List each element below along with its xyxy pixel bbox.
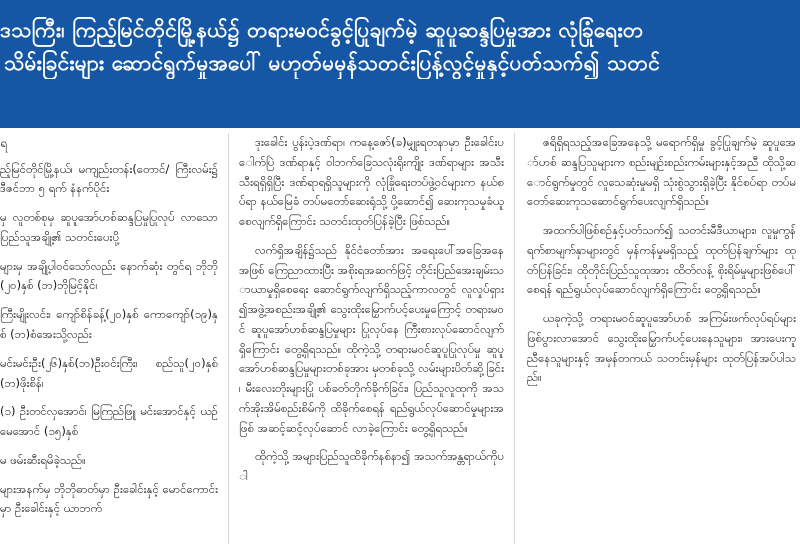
paragraph: ည့်မြင်တိုင်မြို့နယ်၊ မကျည်းတန်း(တောင်/ ကြီးလမ်း၌ ဒီဇင်ဘာ ၅ ရက် နံနက်ပိုင်း — [0, 161, 218, 196]
article-column-2 — [228, 133, 514, 550]
paragraph: ကြီးမျိုးလင်း၊ ကျော်စိန်ခန့်(၂၀)နှစ် ကောကျော်(၁၉)နှစ် (ဘ)စံအေးသို့လည်း — [0, 307, 218, 341]
paragraph: များမှ အချို့ပါဝင်သော်လည်း နောက်ဆုံး တွင်ရ ဘိုဘို(၂၀)နှစ် (ဘ)ဘိုမြင့်နိုင်၊ — [0, 258, 218, 293]
article-column-3 — [514, 133, 800, 550]
article-column-1 — [0, 133, 228, 550]
column-1-marker: ရ — [0, 136, 7, 150]
paragraph: (၁) ဦးတင်လှအောင်၊ မြကြည်ဖြူ မင်းအောင်နှင့် ယဉ်မေအောင် (၁၅)နှစ် — [0, 404, 218, 439]
paragraph: ဒုးခေါင်း ပွန်းပဲ့ဒဏ်ရာ၊ ကနေ့ဇော်(ခ)မျှုးရတနာမှာ ဦးခေါင်းပေါက်ပြဲ ဒဏ်ရာနှင့် ၀ါဘက်ခြေသလုံးရိုးကျိုး ဒဏ်ရာများ အသီးသီးရရှိရှိပြီး ဒဏ်ရာရရှိသူများကို လုံခြုံရေးတပ်ဖွဲ့ဝင်များက နယ်စပ်ရာ နယ်မြေခံ တပ်မတော်ဆေးရုံသို့ ပို့ဆောင်၍ ဆေးကုသမှုခံယူစေလျက်ရှိကြောင်း သတင်းထုတ်ပြန်ခဲ့ပြီး ဖြစ်သည်။ — [239, 135, 504, 229]
paragraph: လက်ရှိအချိန်၌သည် နိုင်ငံတော်အား အရေးပေါ်အခြေအနေအဖြစ် ကြေညာထားပြီး အစိုးရအဆက်ဖြင့် တိုင်းပြည်အေးချမ်းသာယာမှုရှိစေရေး ဆောင်ရွက်လျက်ရှိသည့်ကာလတွင် လူလှုပ်ရှား၍အဖွဲ့အစည်းအချို့၏ သွေးထိုးမြှောက်ပင့်ပေးမှုကြောင့် တရားမဝင် ဆူပူအော်ဟစ်ဆန္ဒပြမှုများ ပြုလုပ်နေ ကြီးစားလုပ်ဆောင်လျက်ရှိကြောင်း တွေ့ရှိရသည်။ ထိုကဲ့သို့ တရားမဝင်ဆူပူပြုလုပ်မှု ဆူပူအော်ဟစ်ဆန္ဒပြမှုများတစ်ခုအား မှတစ်ခုသို့ လမ်းများပိတ်ဆို့ခြင်း၊ မီးလေးတိုးများပြုံ ပစ်ခတ်တိုက်ခိုက်ခြင်း၊ ပြည်သူလူထုကို အသက်အိုးအိမ်စည်းစိမ်ကို ထိခိုက်စေရန် ရည်ရွယ်လုပ်ဆောင်မှုများအဖြစ် အဆင့်ဆင့်လုပ်ဆောင် လာခဲ့ကြောင်း တွေ့ရှိရသည်။ — [239, 242, 504, 435]
headline-line-1: ဒသကြီး၊ ကြည့်မြင်တိုင်မြို့နယ်၌ တရားမဝင်ခွင့်ပြုချက်မဲ့ ဆူပူဆန္ဒပြမှုအား လုံခြုံရေးတ — [0, 18, 644, 42]
page-bottom-edge — [0, 544, 800, 550]
paragraph: များအနက်မှ ဘိုဘိုဓာတ်မှာ ဦးခေါင်းနှင့် မောင်ကောင်းမှာ ဦးခေါင်းနှင့် ယာဘက် — [0, 481, 218, 516]
paragraph: မ ဖမ်းဆီးရမိခဲ့သည်။ — [0, 452, 86, 467]
paragraph: မင်းမင်းဦး(၂၆)နှစ်(ဘ)ဦးဝင်းကြီး၊ စည်သူ(၂၀)နှစ်(ဘ)ဖိုးစိန်၊ — [0, 355, 218, 390]
paragraph: အထက်ပါဖြစ်စဉ်နှင့်ပတ်သက်၍ သတင်းမီဒီယာများ၊ လူမှုကွန်ရက်စာမျက်နှာများတွင် မှန်ကန်မှုမရှိသည့် ထုတ်ပြန်ချက်များ ထုတ်ပြန်ခြင်း၊ ထိုတိုင်းပြည်သူထုအား ထိတ်လန့် စိုးရိမ်မှုများဖြစ်ပေါ်စေရန် ရည်ရွယ်လုပ်ဆောင်လျက်ရှိကြောင်း တွေ့ရှိရသည်။ — [527, 223, 796, 297]
paragraph: မှ လူတစ်စုမှ ဆူပူအော်ဟစ်ဆန္ဒပြမှုပြုလုပ် လာသော ပြည်သူအချို့၏ သတင်းပေးပို့ — [0, 210, 218, 244]
banner-divider — [0, 128, 800, 131]
headline-banner — [0, 0, 800, 128]
article-body — [0, 133, 800, 550]
headline-line-2: သိမ်းခြင်းများ ဆောင်ရွက်မှုအပေါ် မဟုတ်မမှန်သတင်းပြန့်လွင့်မှုနှင့်ပတ်သက်၍ သတင် — [4, 50, 661, 75]
paragraph: ဇရိရှိရသည့်အခြေအနေသို့ မရောက်ရှိမှု ခွင့်ပြုချက်မဲ့ ဆူပူအော်ဟစ် ဆန္ဒပြသူများက စည်းမျဉ်းစည်းကမ်းများနှင့်အညီ ထိုသို့ဆောင်ရွက်မှုတွင် လူသေဆုံးမှုမရှိ သုံးစွဲသွားရှိခဲ့ပြီး နိုင်စပ်ရာ တပ်မတော်ဆေးကုသဆောင်ရွက်ပေးလျက်ရှိသည်။ — [527, 135, 796, 209]
paragraph: ထိုကဲ့သို့ အများပြည်သူထိခိုက်နစ်နာ၍ အသက်အန္တရာယ်ကိုပါ — [239, 449, 504, 484]
paragraph: ယခုကဲ့သို့ တရားမဝင်ဆူပူအော်ဟစ် အကြမ်းဖက်လုပ်ရပ်များ ဖြစ်ပွားလာအောင် သွေးထိုးမြှောက်ပင့်ပေးနေသူများ၊ အားပေးကူညီနေသူများနှင့် အမှန်တကယ် သတင်းမှန်များ ထုတ်ပြန်အပ်ပါသည်။ — [527, 311, 796, 385]
